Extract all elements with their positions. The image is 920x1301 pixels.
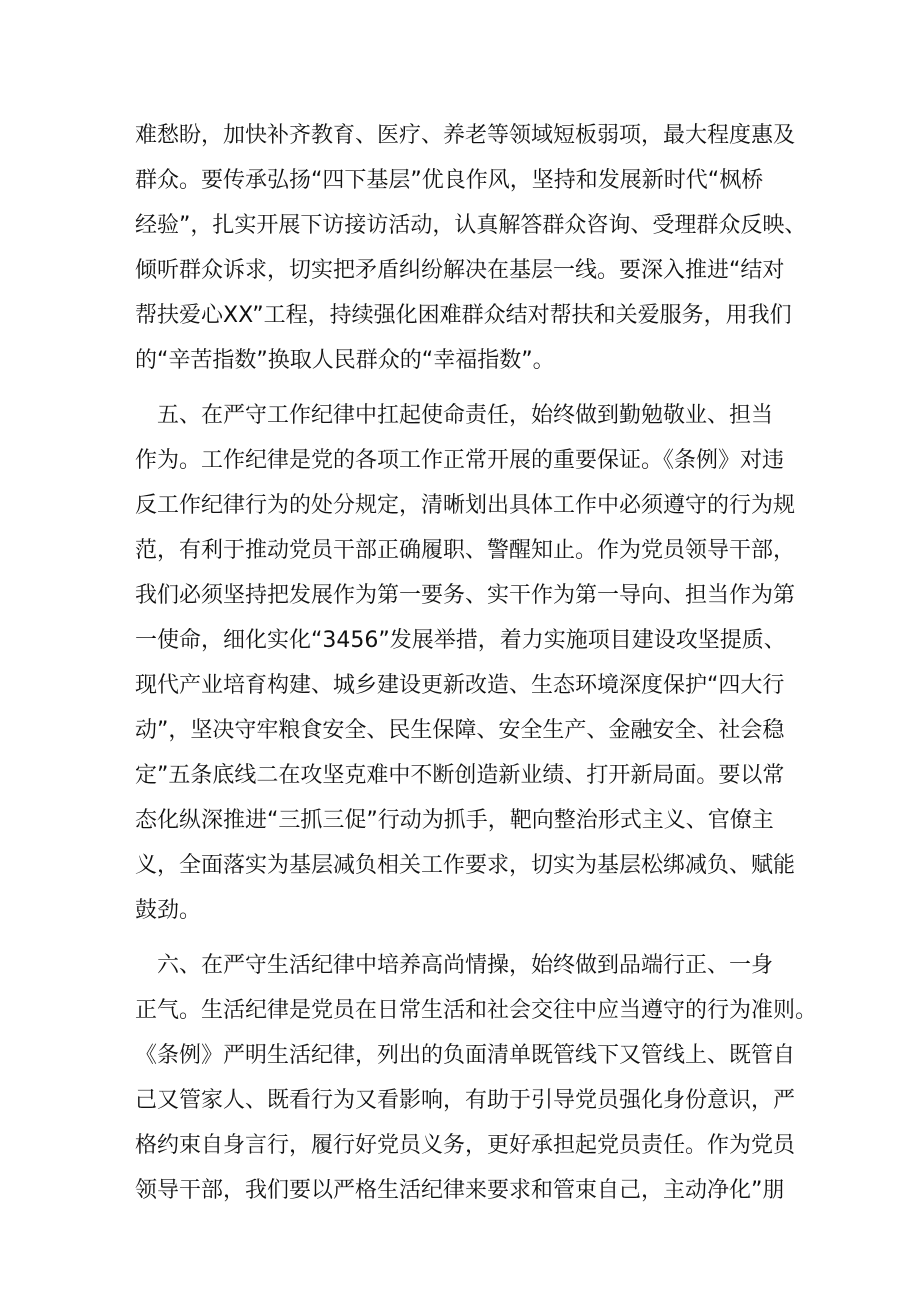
text-line: 我们必须坚持把发展作为第一要务、实干作为第一导向、担当作为第 (135, 583, 796, 608)
paragraph (135, 113, 807, 383)
text-line: 范，有利于推动党员干部正确履职、警醒知止。作为党员领导干部， (135, 538, 796, 563)
text-line: 定”五条底线二在攻坚克难中不断创造新业绩、打开新局面。要以常 (135, 763, 785, 788)
paragraph-gap (135, 933, 795, 943)
text-line: 领导干部，我们要以严格生活纪律来要求和管束自己，主动净化”朋 (135, 1178, 785, 1203)
document-body (135, 113, 818, 1213)
text-line: 难愁盼，加快补齐教育、医疗、养老等领域短板弱项，最大程度惠及 (135, 123, 796, 148)
text-line: 经验”，扎实开展下访接访活动，认真解答群众咨询、受理群众反映、 (135, 213, 807, 238)
text-line: 群众。要传承弘扬“四下基层”优良作风，坚持和发展新时代“枫桥 (135, 168, 764, 193)
text-line: 格约束自身言行，履行好党员义务，更好承担起党员责任。作为党员 (135, 1133, 796, 1158)
text-line: 反工作纪律行为的处分规定，清晰划出具体工作中必须遵守的行为规 (135, 493, 796, 518)
text-line: 倾听群众诉求，切实把矛盾纠纷解决在基层一线。要深入推进“结对 (135, 258, 785, 283)
text-line: 作为。工作纪律是党的各项工作正常开展的重要保证。《条例》对违 (135, 448, 785, 473)
text-line: 义，全面落实为基层减负相关工作要求，切实为基层松绑减负、赋能 (135, 853, 796, 878)
paragraph (135, 393, 795, 933)
text-line: 一使命，细化实化“3456”发展举措，着力实施项目建设攻坚提质、 (135, 628, 786, 653)
paragraph (135, 943, 818, 1213)
paragraph-gap (135, 383, 795, 393)
text-line: 己又管家人、既看行为又看影响，有助于引导党员强化身份意识，严 (135, 1088, 796, 1113)
text-line: 动”，坚决守牢粮食安全、民生保障、安全生产、金融安全、社会稳 (135, 718, 785, 743)
text-line: 态化纵深推进“三抓三促”行动为抓手，靶向整治形式主义、官僚主 (135, 808, 774, 833)
text-line: 的“辛苦指数”换取人民群众的“幸福指数”。 (135, 348, 555, 373)
text-line: 现代产业培育构建、城乡建设更新改造、生态环境深度保护“四大行 (135, 673, 785, 698)
text-line: 《条例》严明生活纪律，列出的负面清单既管线下又管线上、既管自 (135, 1043, 796, 1068)
text-line: 帮扶爱心XX”工程，持续强化困难群众结对帮扶和关爱服务，用我们 (135, 303, 792, 328)
text-line: 正气。生活纪律是党员在日常生活和社会交往中应当遵守的行为准则。 (135, 998, 818, 1023)
text-line: 六、在严守生活纪律中培养高尚情操，始终做到品端行正、一身 (135, 953, 774, 978)
text-line: 五、在严守工作纪律中扛起使命责任，始终做到勤勉敬业、担当 (135, 403, 774, 428)
text-line: 鼓劲。 (135, 898, 202, 923)
